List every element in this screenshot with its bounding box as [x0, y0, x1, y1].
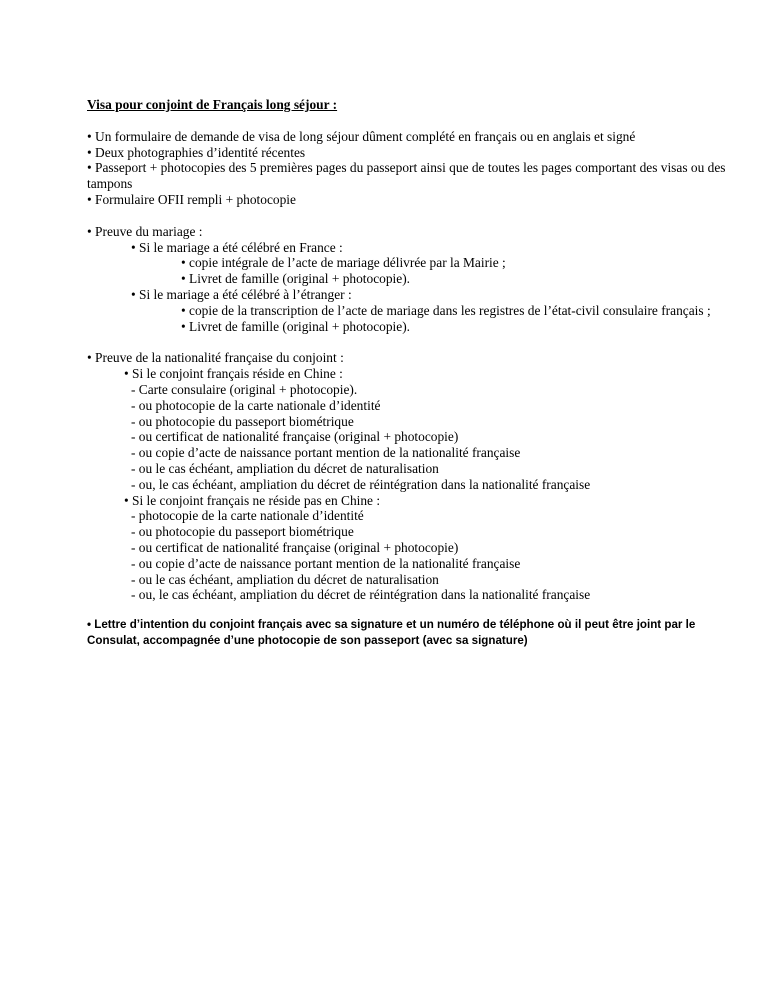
list-item: • copie intégrale de l’acte de mariage délivrée par la Mairie ;	[181, 255, 506, 271]
required-documents-list	[87, 129, 727, 208]
marriage-abroad-heading: • Si le mariage a été célébré à l’étranger :	[131, 286, 352, 302]
marriage-proof-heading: • Preuve du mariage :	[87, 223, 203, 239]
list-item: - ou certificat de nationalité française (original + photocopie)	[131, 539, 459, 555]
marriage-proof-section	[87, 224, 727, 335]
list-item: • copie de la transcription de l’acte de mariage dans les registres de l’état-civil consulaire français ;	[181, 302, 711, 318]
list-item: - ou, le cas échéant, ampliation du décret de réintégration dans la nationalité française	[131, 476, 591, 492]
list-item: - ou copie d’acte de naissance portant mention de la nationalité française	[131, 555, 521, 571]
list-item: • Deux photographies d’identité récentes	[87, 144, 306, 160]
list-item: • Livret de famille (original + photocopie).	[181, 271, 411, 287]
nationality-proof-section	[87, 350, 727, 603]
list-item: - Carte consulaire (original + photocopie).	[131, 381, 358, 397]
document-page	[87, 97, 727, 649]
list-item: - ou photocopie de la carte nationale d’identité	[131, 397, 381, 413]
list-item: - ou, le cas échéant, ampliation du décret de réintégration dans la nationalité française	[131, 587, 591, 603]
list-item: - ou photocopie du passeport biométrique	[131, 413, 354, 429]
list-item: - photocopie de la carte nationale d’identité	[131, 508, 364, 524]
list-item: - ou copie d’acte de naissance portant mention de la nationalité française	[131, 445, 521, 461]
resides-china-heading: • Si le conjoint français réside en Chine :	[124, 366, 343, 382]
list-item: - ou certificat de nationalité française (original + photocopie)	[131, 429, 459, 445]
intent-letter-item: • Lettre d’intention du conjoint français avec sa signature et un numéro de téléphone où il peut être joint par le Consulat, accompagnée d’une photocopie de son passeport (avec sa signature)	[87, 618, 696, 647]
list-item: - ou le cas échéant, ampliation du décret de naturalisation	[131, 571, 439, 587]
not-resides-china-heading: • Si le conjoint français ne réside pas en Chine :	[124, 492, 381, 508]
list-item: • Un formulaire de demande de visa de long séjour dûment complété en français ou en anglais et signé	[87, 128, 636, 144]
document-title: Visa pour conjoint de Français long séjour :	[87, 97, 338, 112]
list-item: • Livret de famille (original + photocopie).	[181, 318, 411, 334]
marriage-france-heading: • Si le mariage a été célébré en France :	[131, 239, 343, 255]
list-item: • Passeport + photocopies des 5 premières pages du passeport ainsi que de toutes les pages comportant des visas ou des tampons	[87, 160, 726, 192]
list-item: • Formulaire OFII rempli + photocopie	[87, 191, 296, 207]
nationality-proof-heading: • Preuve de la nationalité française du conjoint :	[87, 350, 344, 366]
list-item: - ou le cas échéant, ampliation du décret de naturalisation	[131, 460, 439, 476]
list-item: - ou photocopie du passeport biométrique	[131, 524, 354, 540]
